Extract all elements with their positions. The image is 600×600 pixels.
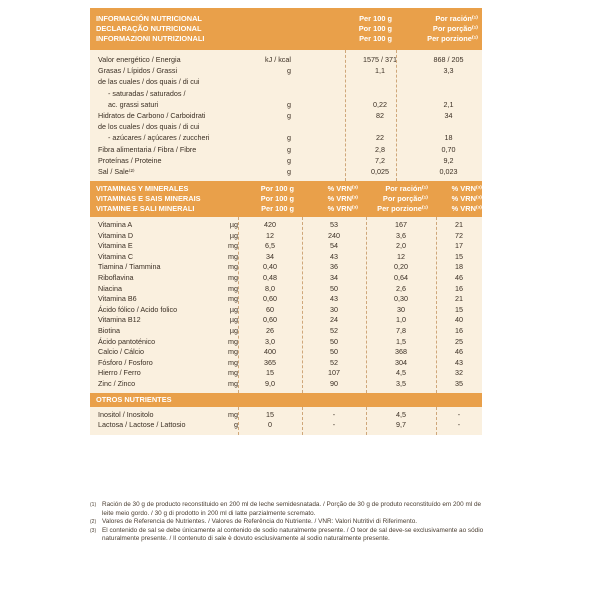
per100-label-es: Per 100 g [359,14,392,23]
nutrition-title-pt: DECLARAÇÃO NUTRICIONAL [96,24,202,33]
vitamin-row [90,326,482,337]
vitamin-name: Vitamina C [98,251,134,261]
vitamin-row [90,368,482,379]
value-per-serving: 34 [444,110,453,120]
vrn-per-100g: 53 [330,220,338,230]
vitamin-unit: µg [229,326,238,335]
vrn-per-100g: 30 [330,304,338,314]
vitamin-row [90,358,482,369]
value-per-serving: 304 [395,357,407,367]
vitamin-row [90,347,482,358]
nutrition-row [90,110,482,121]
value-per-100g: 0,025 [371,166,389,176]
otros-row [90,410,482,421]
vrn-per-serving: 18 [455,262,463,272]
value-per-100g [345,76,415,87]
vrn-per-100g: 34 [330,273,338,283]
vitamins-header [90,181,482,217]
value-per-serving: 0,64 [394,273,408,283]
value-per-100g: 0,48 [263,273,277,283]
spacer [295,132,345,143]
vitamin-unit: mg [228,262,238,272]
vrn-per-100g: 90 [330,378,338,388]
value-per-serving: 4,5 [396,409,406,419]
vitamin-name: Vitamina B6 [98,294,137,304]
vrn-per-serving: 15 [455,304,463,314]
serving-label-pt: Por porção⁽¹⁾ [432,24,478,33]
vitamin-name: Riboflavina [98,273,134,283]
value-per-serving: 9,7 [396,420,406,430]
vitamin-unit: µg [229,304,238,314]
vrn-per-serving: 16 [455,283,463,293]
vit-serving-es: Por ración⁽¹⁾ [385,184,428,194]
nutrition-row [90,155,482,166]
vitamins-title-pt: VITAMINAS E SAIS MINERAIS [96,194,201,204]
vrn-per-serving: 21 [455,294,463,304]
per100-label-it: Per 100 g [359,34,392,43]
vitamin-name: Vitamina D [98,230,134,240]
vitamin-name: Vitamina A [98,220,133,230]
otros-sep-3 [366,407,367,435]
nutrient-unit: g [287,155,291,165]
vitamin-row [90,252,482,263]
value-per-100g: 0,40 [263,262,277,272]
vrn-per-serving: 25 [455,336,463,346]
vitamin-row [90,262,482,273]
nut-sep-1 [345,50,346,181]
vrn-per-serving: 72 [455,230,463,240]
vitamins-title-es: VITAMINAS Y MINERALES [96,184,189,194]
nutrient-name: Valor energético / Energia [98,55,181,64]
vit-serving-it: Per porzione⁽¹⁾ [377,204,428,214]
vitamin-unit: mg [228,241,238,251]
vit-sep-2 [302,217,303,393]
vitamin-name: Hierro / Ferro [98,368,141,378]
nutrient-unit [255,76,295,87]
value-per-serving: 1,0 [396,315,406,325]
vit-sep-1 [238,217,239,393]
vitamin-unit: mg [228,368,238,378]
value-per-100g: 420 [264,220,276,230]
nutrition-row [90,99,482,110]
value-per-100g: 400 [264,347,276,357]
vitamin-unit: mg [228,378,238,388]
value-per-serving: 0,023 [439,166,458,176]
footnote [90,518,485,527]
value-per-serving: 0,20 [394,262,408,272]
spacer [295,99,345,110]
value-per-serving: 12 [397,251,405,261]
otros-sep-4 [436,407,437,435]
value-per-100g: 34 [266,251,274,261]
value-per-serving: 4,5 [396,368,406,378]
vrn-per-100g: - [332,420,336,430]
footnote-text: El contenido de sal se debe únicamente al contenido de sodio naturalmente presente. / O teor de sal deve-se exclusivamente ao sódio naturalmente presente. / Il contenuto di sale è dovuto esclusivamente al sodio naturalmente presente. [102,526,484,543]
nutrient-unit: g [234,420,238,430]
nutrient-unit: mg [228,409,238,419]
otros-sep-1 [238,407,239,435]
vrn-per-100g: 50 [330,283,338,293]
value-per-serving: 30 [397,304,405,314]
vrn-per-100g: 107 [328,368,340,378]
value-per-serving [415,76,482,87]
value-per-serving: 0,70 [441,144,456,154]
vitamin-row [90,220,482,231]
vrn-per-100g: 50 [330,336,338,346]
nutrient-name: - azúcares / açúcares / zuccheri [108,133,210,143]
vrn-per-serving: 21 [455,220,463,230]
value-per-100g: 1575 / 371 [363,55,397,64]
value-per-100g: 82 [376,110,384,120]
vrn-per-serving: - [457,409,461,419]
value-per-100g: 0,22 [373,99,387,109]
nutrient-name: Hidratos de Carbono / Carboidrati [98,110,206,120]
vit-sep-4 [436,217,437,393]
vitamin-row [90,294,482,305]
vrn-per-serving: 43 [455,357,463,367]
value-per-100g: 3,0 [265,336,275,346]
nutrient-unit: g [287,110,291,120]
vrn-per-serving: 15 [455,251,463,261]
vitamin-name: Niacina [98,283,122,293]
value-per-serving [415,88,482,99]
vit-per100-pt: Por 100 g [260,194,294,204]
vitamin-unit: mg [228,273,238,283]
nutrient-name: Grasas / Lípidos / Grassi [98,66,178,76]
value-per-serving: 9,2 [443,155,454,165]
otros-sep-2 [302,407,303,435]
value-per-100g: 15 [266,368,274,378]
vitamin-name: Vitamina E [98,241,133,251]
footnote-mark: (3) [90,527,97,534]
value-per-100g: 60 [266,304,274,314]
vrn-per-100g: - [332,409,336,419]
value-per-serving: 3,5 [396,378,406,388]
vitamin-unit: µg [229,230,238,240]
spacer [295,88,345,99]
spacer [295,121,345,132]
vit-vrn-es: % VRN⁽³⁾ [327,184,358,194]
vit-vrn2-es: % VRN⁽³⁾ [451,184,482,194]
value-per-serving: 18 [444,133,453,143]
nutrition-title-it: INFORMAZIONI NUTRIZIONALI [96,34,205,43]
value-per-serving: 0,30 [394,294,408,304]
spacer [295,166,345,177]
vitamin-row [90,273,482,284]
vit-serving-pt: Por porção⁽¹⁾ [382,194,428,204]
value-per-serving: 868 / 205 [433,55,464,64]
vrn-per-serving: 32 [455,368,463,378]
value-per-serving [415,121,482,132]
nutrition-row [90,54,482,65]
otros-header [90,393,482,407]
nutrition-table [90,50,482,181]
nutrient-name: de las cuales / dos quais / di cui [98,77,200,87]
nutrient-name: ac. grassi saturi [108,99,159,109]
value-per-serving: 368 [395,347,407,357]
vitamin-name: Zinc / Zinco [98,378,136,388]
value-per-serving: 2,6 [396,283,406,293]
nutrient-name: - saturadas / saturados / [108,88,186,98]
vrn-per-100g: 52 [330,326,338,335]
vitamin-name: Fósforo / Fosforo [98,357,153,367]
spacer [295,76,345,87]
nutrient-unit [255,121,295,132]
vitamin-name: Ácido fólico / Acido folico [98,304,178,314]
vrn-per-serving: 35 [455,378,463,388]
value-per-100g: 7,2 [375,155,385,165]
vrn-per-serving: 46 [455,347,463,357]
nutrition-row [90,166,482,177]
nutrient-name: Lactosa / Lactose / Lattosio [98,420,186,430]
nutrient-unit: kJ / kcal [265,55,291,64]
value-per-100g [345,88,415,99]
value-per-100g: 365 [264,357,276,367]
vrn-per-serving: - [457,420,461,430]
value-per-serving: 167 [395,220,407,230]
serving-label-es: Por ración⁽¹⁾ [435,14,478,23]
nutrient-unit: g [287,99,291,109]
value-per-100g: 0 [268,420,272,430]
serving-label-it: Per porzione⁽¹⁾ [427,34,478,43]
footnote [90,527,485,544]
vitamin-row [90,284,482,295]
vit-vrn-pt: % VRN⁽³⁾ [327,194,358,204]
vrn-per-serving: 46 [455,273,463,283]
per100-label-pt: Por 100 g [358,24,392,33]
vitamin-unit: µg [229,315,238,325]
spacer [295,144,345,155]
spacer [295,65,345,76]
nut-sep-2 [396,50,397,181]
vrn-per-100g: 54 [330,241,338,251]
value-per-100g: 0,60 [263,294,277,304]
value-per-100g: 26 [266,326,274,335]
nutrient-name: Sal / Sale⁽²⁾ [98,166,135,176]
vit-vrn-it: % VRN⁽³⁾ [327,204,358,214]
value-per-100g [345,121,415,132]
vitamin-unit: mg [228,347,238,357]
value-per-100g: 0,60 [263,315,277,325]
vitamin-unit: µg [229,220,238,230]
vitamin-row [90,231,482,242]
value-per-serving: 7,8 [396,326,406,335]
vit-per100-es: Por 100 g [260,184,294,194]
nutrient-unit: g [287,66,291,76]
vitamin-name: Ácido pantoténico [98,336,156,346]
vrn-per-serving: 17 [455,241,463,251]
otros-row [90,420,482,431]
nutrient-name: Fibra alimentaria / Fibra / Fibre [98,144,197,154]
value-per-100g: 9,0 [265,378,275,388]
vitamin-row [90,315,482,326]
nutrient-name: Inositol / Inositolo [98,409,154,419]
footnote-mark: (1) [90,502,97,508]
value-per-100g: 22 [376,133,384,143]
vrn-per-100g: 43 [330,294,338,304]
nutrition-row [90,121,482,132]
vrn-per-serving: 16 [455,326,463,335]
vit-vrn2-pt: % VRN⁽³⁾ [451,194,482,204]
vitamin-name: Tiamina / Tiammina [98,262,161,272]
value-per-100g: 6,5 [265,241,275,251]
vit-sep-3 [366,217,367,393]
vitamin-unit: mg [228,251,238,261]
value-per-serving: 2,0 [396,241,406,251]
vitamin-row [90,337,482,348]
nutrition-row [90,144,482,155]
vitamin-unit: mg [228,283,238,293]
value-per-serving: 3,6 [396,230,406,240]
nutrition-row [90,88,482,99]
otros-table [90,407,482,435]
vitamin-unit: mg [228,357,238,367]
vitamin-name: Calcio / Cálcio [98,347,144,357]
vrn-per-100g: 240 [328,230,340,240]
nutrition-title-es: INFORMACIÓN NUTRICIONAL [96,14,202,23]
footnote-text: Valores de Referencia de Nutrientes. / Valores de Referência do Nutriente. / VNR: Valori Nutritivi di Riferimento. [102,518,418,526]
spacer [295,155,345,166]
vit-per100-it: Per 100 g [261,204,294,214]
vitamin-row [90,379,482,390]
vrn-per-100g: 36 [330,262,338,272]
vitamins-table [90,217,482,393]
footnote-text: Ración de 30 g de producto reconstituido en 200 ml de leche semidesnatada. / Porção de 30 g de produto reconstituído em 200 ml de leite meio gordo. / 30 g di prodotto in 200 ml di latte parzialmente scremato. [102,501,482,517]
nutrition-label [90,8,482,435]
value-per-100g: 1,1 [375,66,385,76]
vitamin-name: Vitamina B12 [98,315,141,325]
vrn-per-100g: 24 [330,315,338,325]
nutrition-row [90,65,482,76]
footnote [90,501,485,518]
value-per-serving: 2,1 [443,99,454,109]
nutrient-name: Proteínas / Proteine [98,155,162,165]
value-per-serving: 3,3 [443,66,454,76]
vitamins-title-it: VITAMINE E SALI MINERALI [96,204,195,214]
otros-title: OTROS NUTRIENTES [96,394,172,404]
value-per-serving: 1,5 [396,336,406,346]
nutrient-name: de los cuales / dos quais / di cui [98,122,200,132]
vitamin-unit: mg [228,294,238,304]
value-per-100g: 15 [266,409,274,419]
nutrition-header [90,8,482,50]
vitamin-unit: mg [228,336,238,346]
spacer [295,110,345,121]
value-per-100g: 8,0 [265,283,275,293]
vitamin-name: Biotina [98,326,120,335]
nutrient-unit: g [287,144,291,154]
nutrient-unit: g [287,166,291,176]
nutrient-unit [255,88,295,99]
vrn-per-100g: 50 [330,347,338,357]
footnote-mark: (2) [90,519,97,526]
spacer [295,54,345,65]
value-per-100g: 12 [266,230,274,240]
vit-vrn2-it: % VRN⁽³⁾ [451,204,482,214]
vrn-per-100g: 43 [330,251,338,261]
footnotes [90,501,485,544]
value-per-100g: 2,8 [375,144,385,154]
nutrition-row [90,76,482,87]
nutrition-row [90,132,482,143]
vrn-per-serving: 40 [455,315,463,325]
nutrient-unit: g [287,133,291,143]
vitamin-row [90,241,482,252]
vitamin-row [90,305,482,316]
vrn-per-100g: 52 [330,357,338,367]
